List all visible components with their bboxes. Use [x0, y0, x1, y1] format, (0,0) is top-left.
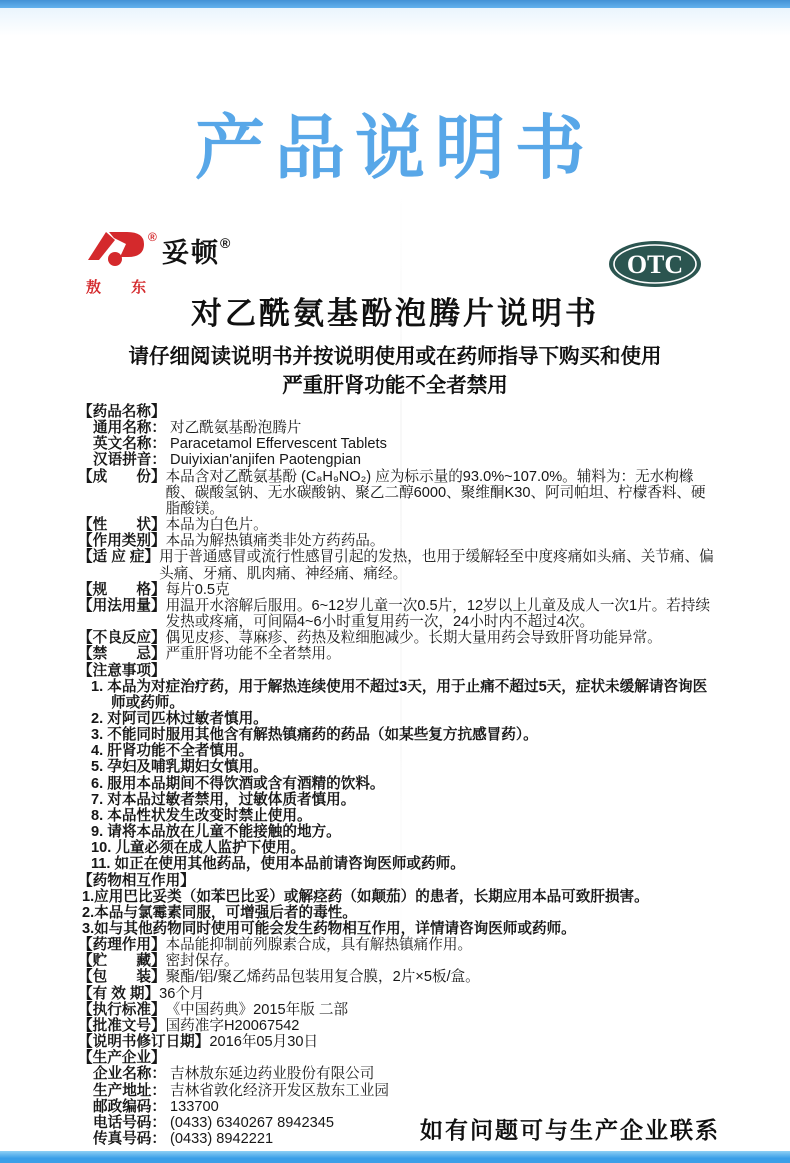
spec-line-text: 1.应用巴比妥类（如苯巴比妥）或解痉药（如颠茄）的患者，长期应用本品可致肝损害。 — [82, 888, 649, 905]
spec-line-text: 《中国药典》2015年版 二部 — [165, 1001, 349, 1018]
spec-line-label: 【性 状】 — [78, 517, 166, 534]
spec-line-text: 本品含对乙酰氨基酚 (C₈H₉NO₂) 应为标示量的93.0%~107.0%。辅料为：无水枸橼酸、碳酸氢钠、无水碳酸钠、聚乙二醇6000、聚维酮K30、阿司帕坦、柠檬香料、硬脂酸镁。 — [165, 468, 706, 517]
spec-line — [78, 1018, 714, 1034]
spec-line — [91, 856, 714, 872]
brand-name-text: 妥顿 — [162, 238, 220, 268]
spec-line-label: 邮政编码： — [93, 1098, 171, 1115]
spec-line-text: 9. 请将本品放在儿童不能接触的地方。 — [91, 824, 341, 841]
spec-line-text: 3. 不能同时服用其他含有解热镇痛药的药品（如某些复方抗感冒药）。 — [91, 727, 538, 744]
spec-line-text: 严重肝肾功能不全者禁用。 — [165, 646, 341, 663]
top-border-fade — [0, 8, 790, 36]
spec-line — [78, 1034, 714, 1050]
spec-line — [78, 1050, 714, 1066]
spec-line — [78, 420, 714, 436]
spec-line-label: 电话号码： — [93, 1114, 171, 1131]
contraindication-warning-line: 严重肝肾功能不全者禁用 — [282, 374, 508, 397]
spec-line — [82, 921, 714, 937]
spec-line-text: 吉林省敦化经济开发区敖东工业园 — [170, 1082, 389, 1099]
spec-line-label: 【用法用量】 — [78, 597, 166, 614]
contact-manufacturer-note: 如有问题可与生产企业联系 — [420, 1117, 720, 1143]
otc-badge-icon — [607, 239, 703, 289]
spec-body — [78, 404, 714, 1147]
spec-line-text: 本品为解热镇痛类非处方药药品。 — [165, 533, 385, 550]
spec-line — [78, 646, 714, 662]
spec-line — [78, 404, 714, 420]
brand-name-label — [162, 231, 230, 270]
spec-line — [78, 953, 714, 969]
spec-line-text: 本品为白色片。 — [165, 517, 268, 534]
spec-line — [78, 1083, 714, 1099]
spec-line-text: 偶见皮疹、荨麻疹、药热及粒细胞减少。长期大量用药会导致肝肾功能异常。 — [165, 630, 662, 647]
brand-company-label: 敖 东 — [86, 279, 160, 296]
spec-line — [91, 679, 714, 711]
spec-line-text: 7. 对本品过敏者禁用，过敏体质者慎用。 — [91, 791, 356, 808]
spec-line-label: 【注意事项】 — [78, 662, 166, 679]
spec-line — [78, 452, 714, 468]
spec-line — [78, 1066, 714, 1082]
usage-warning-line: 请仔细阅读说明书并按说明使用或在药师指导下购买和使用 — [128, 345, 662, 368]
spec-line-text: 11. 如正在使用其他药品，使用本品前请咨询医师或药师。 — [91, 856, 465, 873]
spec-line — [91, 792, 714, 808]
spec-line — [78, 663, 714, 679]
spec-line-label: 【禁 忌】 — [78, 646, 166, 663]
spec-line-label: 【成 份】 — [78, 468, 166, 485]
document-title: 产品说明书 — [195, 109, 595, 187]
spec-line-text: 8. 本品性状发生改变时禁止使用。 — [91, 807, 312, 824]
spec-line-text: 本品能抑制前列腺素合成，具有解热镇痛作用。 — [165, 937, 473, 954]
spec-line-text: 国药准字H20067542 — [165, 1017, 300, 1034]
spec-line-text: 1. 本品为对症治疗药，用于解热连续使用不超过3天，用于止痛不超过5天，症状未缓解请咨询医师或药师。 — [91, 678, 708, 711]
aodong-logo-icon — [84, 229, 162, 275]
bottom-border-bar — [0, 1151, 790, 1163]
spec-line-text: 3.如与其他药物同时使用可能会发生药物相互作用，详情请咨询医师或药师。 — [82, 921, 576, 937]
spec-line — [91, 776, 714, 792]
spec-line-text: 对乙酰氨基酚泡腾片 — [170, 420, 302, 437]
spec-line-text: 6. 服用本品期间不得饮酒或含有酒精的饮料。 — [91, 775, 385, 792]
spec-line-label: 【适 应 症】 — [78, 549, 160, 566]
spec-line-text: 133700 — [170, 1098, 219, 1115]
spec-line-label: 【有 效 期】 — [78, 985, 160, 1002]
top-border-bar — [0, 0, 790, 8]
spec-line — [91, 759, 714, 775]
spec-line-text: 2. 对阿司匹林过敏者慎用。 — [91, 710, 268, 727]
spec-line-text: 4. 肝肾功能不全者慎用。 — [91, 743, 254, 760]
spec-line — [91, 711, 714, 727]
spec-line-text: (0433) 8942221 — [170, 1131, 274, 1148]
otc-badge — [607, 239, 703, 289]
spec-line — [91, 743, 714, 759]
registered-mark: ® — [220, 235, 231, 251]
spec-line — [78, 969, 714, 985]
spec-line — [78, 469, 714, 517]
spec-line — [78, 873, 714, 889]
spec-line — [82, 889, 714, 905]
spec-line — [91, 808, 714, 824]
spec-line-text: 10. 儿童必须在成人监护下使用。 — [91, 840, 306, 857]
spec-line-text: 36个月 — [159, 985, 205, 1002]
spec-line-label: 【药理作用】 — [78, 937, 166, 954]
spec-line-text: 每片0.5克 — [165, 581, 230, 598]
spec-line-label: 【执行标准】 — [78, 1001, 166, 1018]
spec-line-label: 英文名称： — [93, 436, 171, 453]
spec-line-label: 通用名称： — [93, 420, 171, 437]
spec-line-text: (0433) 6340267 8942345 — [170, 1114, 334, 1131]
spec-line-label: 生产地址： — [93, 1082, 171, 1099]
spec-line-text: 吉林敖东延边药业股份有限公司 — [170, 1066, 375, 1083]
spec-line-label: 【批准文号】 — [78, 1017, 166, 1034]
spec-line-text: Paracetamol Effervescent Tablets — [170, 436, 387, 453]
spec-line — [78, 533, 714, 549]
spec-line — [78, 549, 714, 581]
spec-line-label: 【生产企业】 — [78, 1050, 166, 1067]
spec-line — [78, 630, 714, 646]
spec-line-text: 用温开水溶解后服用。6~12岁儿童一次0.5片，12岁以上儿童及成人一次1片。若持续发热或疼痛，可间隔4~6小时重复用药一次，24小时内不超过4次。 — [165, 597, 711, 631]
spec-line-label: 【药品名称】 — [78, 404, 166, 420]
spec-line-text: 用于普通感冒或流行性感冒引起的发热，也用于缓解轻至中度疼痛如头痛、关节痛、偏头痛、牙痛、肌肉痛、神经痛、痛经。 — [159, 549, 714, 582]
spec-line-label: 企业名称： — [93, 1066, 171, 1083]
spec-line-label: 【规 格】 — [78, 581, 166, 598]
spec-line — [91, 727, 714, 743]
product-title: 对乙酰氨基酚泡腾片说明书 — [191, 296, 599, 331]
spec-line-text: 2016年05月30日 — [209, 1034, 319, 1051]
spec-line-label: 【包 装】 — [78, 969, 166, 986]
spec-line-text: 2.本品与氯霉素同服，可增强后者的毒性。 — [82, 904, 357, 921]
spec-line-text: Duiyixian'anjifen Paotengpian — [170, 452, 362, 469]
spec-line — [78, 937, 714, 953]
spec-line-text: 密封保存。 — [165, 953, 239, 970]
spec-line — [78, 598, 714, 630]
spec-line — [78, 986, 714, 1002]
spec-line — [78, 582, 714, 598]
spec-line — [91, 824, 714, 840]
spec-line-label: 【不良反应】 — [78, 630, 166, 647]
spec-line-label: 传真号码： — [93, 1131, 171, 1148]
spec-line — [91, 840, 714, 856]
spec-line-label: 【贮 藏】 — [78, 953, 166, 970]
spec-line-label: 【药物相互作用】 — [78, 872, 195, 889]
spec-line-label: 【作用类别】 — [78, 533, 166, 550]
spec-line-text: 5. 孕妇及哺乳期妇女慎用。 — [91, 759, 268, 776]
svg-text:®: ® — [148, 230, 157, 244]
otc-badge-text: OTC — [626, 250, 684, 279]
spec-line — [78, 517, 714, 533]
spec-line — [82, 905, 714, 921]
spec-line-label: 汉语拼音： — [93, 452, 171, 469]
spec-line — [78, 436, 714, 452]
spec-line-text: 聚酯/铝/聚乙烯药品包装用复合膜，2片×5板/盒。 — [165, 969, 480, 986]
spec-line — [78, 1002, 714, 1018]
spec-line-label: 【说明书修订日期】 — [78, 1034, 210, 1051]
